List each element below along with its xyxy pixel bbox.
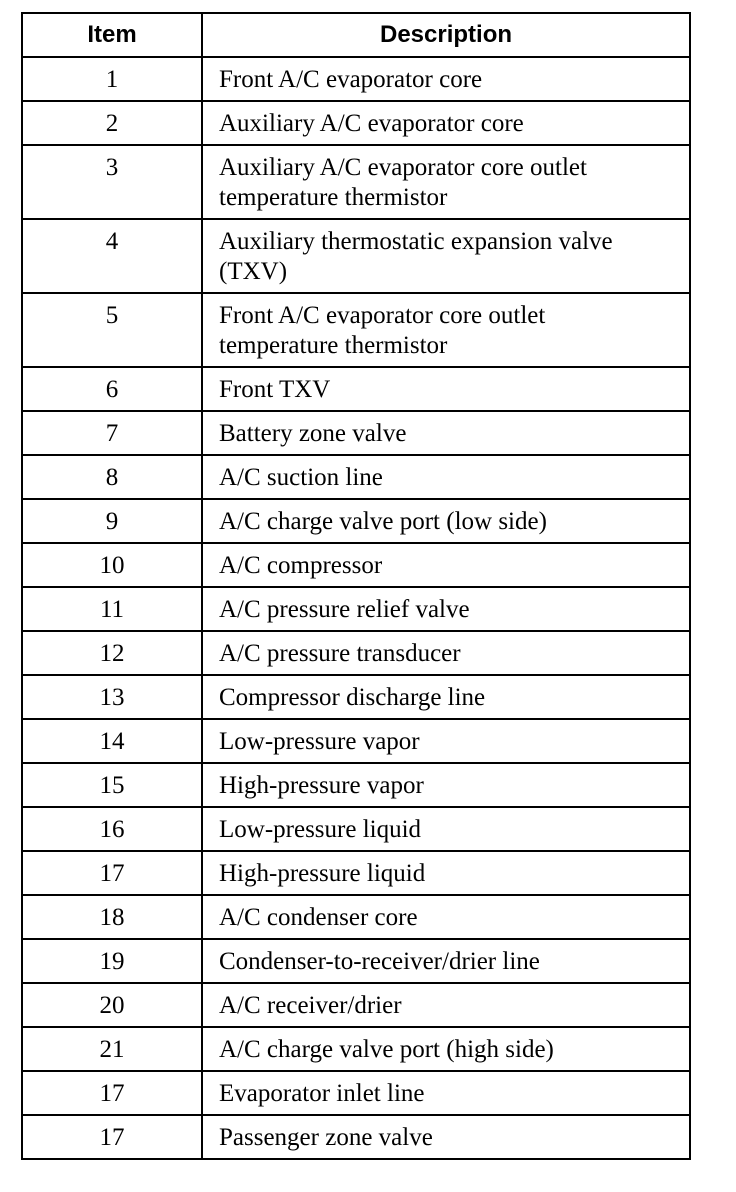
table-row — [22, 411, 690, 455]
table-row — [22, 1071, 690, 1115]
item-description: Front A/C evaporator core — [202, 57, 690, 101]
header-item: Item — [22, 13, 202, 57]
item-number: 20 — [22, 983, 202, 1027]
table-row — [22, 367, 690, 411]
item-description: A/C charge valve port (high side) — [202, 1027, 690, 1071]
item-number: 13 — [22, 675, 202, 719]
item-description: Low-pressure vapor — [202, 719, 690, 763]
table-row — [22, 895, 690, 939]
item-number: 19 — [22, 939, 202, 983]
table-header-row — [22, 13, 690, 57]
item-number: 16 — [22, 807, 202, 851]
item-description: Evaporator inlet line — [202, 1071, 690, 1115]
table-row — [22, 851, 690, 895]
item-number: 21 — [22, 1027, 202, 1071]
table-row — [22, 1115, 690, 1159]
item-number: 18 — [22, 895, 202, 939]
item-number: 17 — [22, 1115, 202, 1159]
item-description: Auxiliary A/C evaporator core — [202, 101, 690, 145]
table-row — [22, 587, 690, 631]
table-row — [22, 293, 690, 367]
table-row — [22, 763, 690, 807]
item-number: 8 — [22, 455, 202, 499]
item-number: 9 — [22, 499, 202, 543]
item-number: 7 — [22, 411, 202, 455]
item-number: 17 — [22, 1071, 202, 1115]
item-description: Auxiliary A/C evaporator core outlet temperature thermistor — [202, 145, 690, 219]
table-row — [22, 675, 690, 719]
table-row — [22, 983, 690, 1027]
item-description: Front A/C evaporator core outlet temperature thermistor — [202, 293, 690, 367]
item-number: 2 — [22, 101, 202, 145]
table-row — [22, 543, 690, 587]
item-description: Passenger zone valve — [202, 1115, 690, 1159]
table-row — [22, 57, 690, 101]
item-description: A/C condenser core — [202, 895, 690, 939]
item-description: Front TXV — [202, 367, 690, 411]
item-number: 14 — [22, 719, 202, 763]
item-description: Auxiliary thermostatic expansion valve (TXV) — [202, 219, 690, 293]
table-row — [22, 631, 690, 675]
item-number: 15 — [22, 763, 202, 807]
item-description: A/C compressor — [202, 543, 690, 587]
item-description: A/C receiver/drier — [202, 983, 690, 1027]
item-number: 12 — [22, 631, 202, 675]
table-row — [22, 719, 690, 763]
item-description: Low-pressure liquid — [202, 807, 690, 851]
header-description: Description — [202, 13, 690, 57]
table-row — [22, 219, 690, 293]
table-row — [22, 455, 690, 499]
table-row — [22, 101, 690, 145]
table-row — [22, 145, 690, 219]
item-description: Condenser-to-receiver/drier line — [202, 939, 690, 983]
item-number: 1 — [22, 57, 202, 101]
item-description: A/C suction line — [202, 455, 690, 499]
item-number: 3 — [22, 145, 202, 219]
item-description: High-pressure vapor — [202, 763, 690, 807]
item-number: 11 — [22, 587, 202, 631]
item-number: 10 — [22, 543, 202, 587]
table-row — [22, 499, 690, 543]
item-description: A/C charge valve port (low side) — [202, 499, 690, 543]
item-number: 6 — [22, 367, 202, 411]
table-row — [22, 939, 690, 983]
table-row — [22, 807, 690, 851]
table-row — [22, 1027, 690, 1071]
item-number: 4 — [22, 219, 202, 293]
item-description: A/C pressure transducer — [202, 631, 690, 675]
item-description-table — [21, 12, 691, 1160]
item-description: High-pressure liquid — [202, 851, 690, 895]
item-description: Battery zone valve — [202, 411, 690, 455]
item-number: 17 — [22, 851, 202, 895]
item-description: A/C pressure relief valve — [202, 587, 690, 631]
item-number: 5 — [22, 293, 202, 367]
item-description: Compressor discharge line — [202, 675, 690, 719]
